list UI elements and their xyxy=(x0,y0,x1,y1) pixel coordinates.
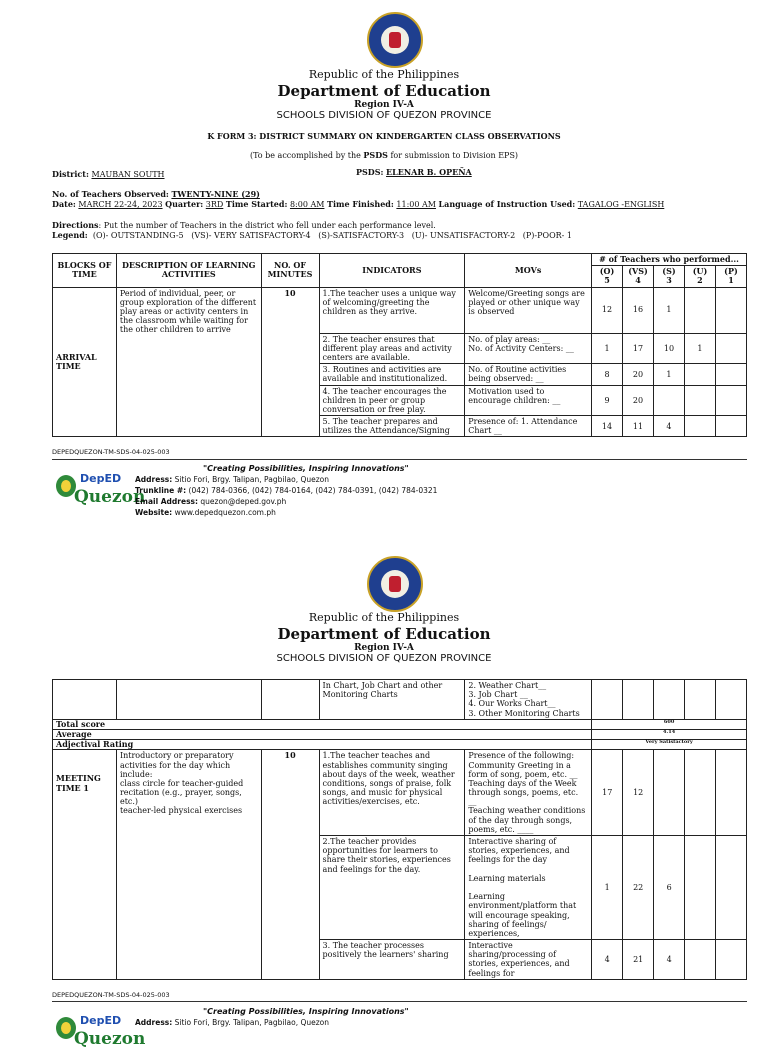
header-description: DESCRIPTION OF LEARNING ACTIVITIES xyxy=(116,254,261,288)
rating-row xyxy=(53,740,747,750)
count-u xyxy=(685,750,716,836)
indicator-cell: 5. The teacher prepares and utilizes the Attendance/Signing xyxy=(319,416,465,437)
email-line: Email Address: quezon@deped.gov.ph xyxy=(135,497,287,506)
contact-block xyxy=(135,1006,409,1028)
logo-bottom-text: Quezon xyxy=(74,487,146,507)
count-o: 9 xyxy=(592,385,623,416)
indicator-cell: In Chart, Job Chart and other Monitoring Charts xyxy=(319,680,465,720)
division-text: SCHOOLS DIVISION OF QUEZON PROVINCE xyxy=(276,653,492,664)
count-p xyxy=(715,364,746,385)
logo-top-text: DepED xyxy=(80,472,122,485)
mov-cell: Motivation used to encourage children: __ xyxy=(465,385,592,416)
region-text: Region IV-A xyxy=(354,643,414,653)
meeting-description: Introductory or preparatory activities for the day which include: class circle for teacher-guided recitation (e.g., prayer, songs, etc.) teacher-led physical exercises xyxy=(116,750,261,980)
count-vs: 16 xyxy=(623,287,654,333)
count-vs: 17 xyxy=(623,333,654,364)
deped-seal xyxy=(367,12,423,68)
deped-quezon-logo xyxy=(54,468,146,510)
block-arrival: ARRIVAL TIME xyxy=(53,287,117,437)
count-vs: 22 xyxy=(623,836,654,940)
rating-value: Very Satisfactory xyxy=(592,740,747,750)
average-label: Average xyxy=(53,729,592,739)
address-line: Address: Sitio Fori, Brgy. Talipan, Pagbilao, Quezon xyxy=(135,475,330,484)
meeting-minutes: 10 xyxy=(261,750,319,980)
indicator-cell: 1.The teacher teaches and establishes community singing about days of the week, weather conditions, songs of praise, folk songs, and music for physical activities/exercises, etc. xyxy=(319,750,465,836)
count-u xyxy=(684,287,715,333)
division-text: SCHOOLS DIVISION OF QUEZON PROVINCE xyxy=(276,110,492,121)
count-u: 1 xyxy=(684,333,715,364)
form-title: K FORM 3: DISTRICT SUMMARY ON KINDERGARTEN CLASS OBSERVATIONS xyxy=(207,131,561,141)
indicator-cell: 3. The teacher processes positively the learners' sharing xyxy=(319,940,465,980)
count-s: 1 xyxy=(653,364,684,385)
mov-cell: Welcome/Greeting songs are played or other unique way is observed xyxy=(465,287,592,333)
count-p xyxy=(715,287,746,333)
count-p xyxy=(715,416,746,437)
republic-text: Republic of the Philippines xyxy=(308,611,460,624)
table-row xyxy=(53,680,747,720)
count-vs: 12 xyxy=(623,750,654,836)
contact-block xyxy=(135,463,437,518)
count-u xyxy=(684,385,715,416)
level-vs: (VS) 4 xyxy=(623,266,654,287)
count-p xyxy=(715,333,746,364)
address-line: Address: Sitio Fori, Brgy. Talipan, Pagbilao, Quezon xyxy=(135,1018,330,1027)
count-vs: 11 xyxy=(623,416,654,437)
mov-cell: No. of play areas: __ No. of Activity Centers: __ xyxy=(465,333,592,364)
header-performed: # of Teachers who performed... xyxy=(592,254,747,266)
indicator-cell: 3. Routines and activities are available and institutionalized. xyxy=(319,364,465,385)
document-code: DEPEDQUEZON-TM-SDS-04-025-003 xyxy=(52,448,170,456)
header-indicators: INDICATORS xyxy=(319,254,465,288)
total-value: 600 xyxy=(592,719,747,729)
indicator-cell: 4. The teacher encourages the children in peer or group conversation or free play. xyxy=(319,385,465,416)
level-o: (O) 5 xyxy=(592,266,623,287)
logo-bottom-text: Quezon xyxy=(74,1029,146,1049)
count-s: 6 xyxy=(654,836,685,940)
observation-table-continued xyxy=(52,679,747,980)
indicator-cell: 2.The teacher provides opportunities for learners to share their stories, experiences and feelings for the day. xyxy=(319,836,465,940)
deped-seal xyxy=(367,556,423,612)
table-row xyxy=(53,287,747,333)
psds-line: PSDS: ELENAR B. OPEÑA xyxy=(356,167,472,177)
count-o: 1 xyxy=(592,836,623,940)
footer-divider xyxy=(52,1001,747,1002)
mov-cell: 2. Weather Chart__ 3. Job Chart __ 4. Our Works Chart__ 3. Other Monitoring Charts xyxy=(465,680,592,720)
department-title: Department of Education xyxy=(277,625,491,643)
logo-top-text: DepED xyxy=(80,1014,122,1027)
header-movs: MOVs xyxy=(465,254,592,288)
directions-line: Directions: Put the number of Teachers in the district who fell under each performance level. xyxy=(52,220,436,230)
count-o: 12 xyxy=(592,287,623,333)
count-p xyxy=(716,750,747,836)
region-text: Region IV-A xyxy=(354,100,414,110)
count-s xyxy=(653,385,684,416)
average-row xyxy=(53,729,747,739)
level-u: (U) 2 xyxy=(684,266,715,287)
count-s: 4 xyxy=(653,416,684,437)
count-s xyxy=(654,750,685,836)
rating-label: Adjectival Rating xyxy=(53,740,592,750)
total-row xyxy=(53,719,747,729)
tagline: "Creating Possibilities, Inspiring Innovations" xyxy=(203,1007,409,1016)
footer-divider xyxy=(52,459,747,460)
block-meeting: MEETING TIME 1 xyxy=(53,750,117,980)
average-value: 4.14 xyxy=(592,729,747,739)
trunkline-line: Trunkline #: (042) 784-0366, (042) 784-0164, (042) 784-0391, (042) 784-0321 xyxy=(135,486,438,495)
count-vs: 20 xyxy=(623,364,654,385)
district-line: District: MAUBAN SOUTH xyxy=(52,169,165,179)
legend-line: Legend: (O)- OUTSTANDING-5 (VS)- VERY SATISFACTORY-4 (S)-SATISFACTORY-3 (U)- UNSATISFACTORY-2 (P)-POOR- 1 xyxy=(52,230,572,240)
total-label: Total score xyxy=(53,719,592,729)
count-u xyxy=(684,364,715,385)
arrival-description: Period of individual, peer, or group exploration of the different play areas or activity centers in the classroom while waiting for the other children to arrive xyxy=(116,287,261,437)
indicator-cell: 2. The teacher ensures that different play areas and activity centers are available. xyxy=(319,333,465,364)
header-minutes: NO. OF MINUTES xyxy=(261,254,319,288)
count-o: 4 xyxy=(592,940,623,980)
mov-cell: Interactive sharing of stories, experiences, and feelings for the day Learning materials Learning environment/platform that will encourage speaking, sharing of feelings/ experiences, xyxy=(465,836,592,940)
count-u xyxy=(684,416,715,437)
deped-quezon-logo xyxy=(54,1010,146,1052)
observation-table xyxy=(52,253,747,437)
website-line: Website: www.depedquezon.com.ph xyxy=(135,508,276,517)
count-u xyxy=(685,836,716,940)
date-line: Date: MARCH 22-24, 2023 Quarter: 3RD Time Started: 8:00 AM Time Finished: 11:00 AM Language of Instruction Used: TAGALOG -ENGLISH xyxy=(52,199,665,209)
document-code: DEPEDQUEZON-TM-SDS-04-025-003 xyxy=(52,991,170,999)
count-u xyxy=(685,940,716,980)
teachers-line: No. of Teachers Observed: TWENTY-NINE (29) xyxy=(52,189,260,199)
mov-cell: Presence of: 1. Attendance Chart __ xyxy=(465,416,592,437)
republic-text: Republic of the Philippines xyxy=(308,68,460,81)
count-o: 17 xyxy=(592,750,623,836)
mov-cell: Interactive sharing/processing of stories, experiences, and feelings for xyxy=(465,940,592,980)
arrival-minutes: 10 xyxy=(261,287,319,437)
table-row xyxy=(53,750,747,836)
count-o: 1 xyxy=(592,333,623,364)
mov-cell: Presence of the following: Community Greeting in a form of song, poem, etc. __ Teaching days of the Week through songs, poems, etc. __ Teaching weather conditions of the day through songs, poems, etc. ____ xyxy=(465,750,592,836)
level-s: (S) 3 xyxy=(653,266,684,287)
count-vs: 20 xyxy=(623,385,654,416)
header-blocks: BLOCKS OF TIME xyxy=(53,254,117,288)
tagline: "Creating Possibilities, Inspiring Innovations" xyxy=(203,464,409,473)
count-s: 4 xyxy=(654,940,685,980)
form-note: (To be accomplished by the PSDS for submission to Division EPS) xyxy=(249,150,519,160)
mov-cell: No. of Routine activities being observed: __ xyxy=(465,364,592,385)
level-p: (P) 1 xyxy=(715,266,746,287)
count-p xyxy=(716,940,747,980)
count-o: 8 xyxy=(592,364,623,385)
count-p xyxy=(716,836,747,940)
count-s: 1 xyxy=(653,287,684,333)
indicator-cell: 1.The teacher uses a unique way of welcoming/greeting the children as they arrive. xyxy=(319,287,465,333)
count-vs: 21 xyxy=(623,940,654,980)
department-title: Department of Education xyxy=(277,82,491,100)
count-p xyxy=(715,385,746,416)
count-o: 14 xyxy=(592,416,623,437)
count-s: 10 xyxy=(653,333,684,364)
